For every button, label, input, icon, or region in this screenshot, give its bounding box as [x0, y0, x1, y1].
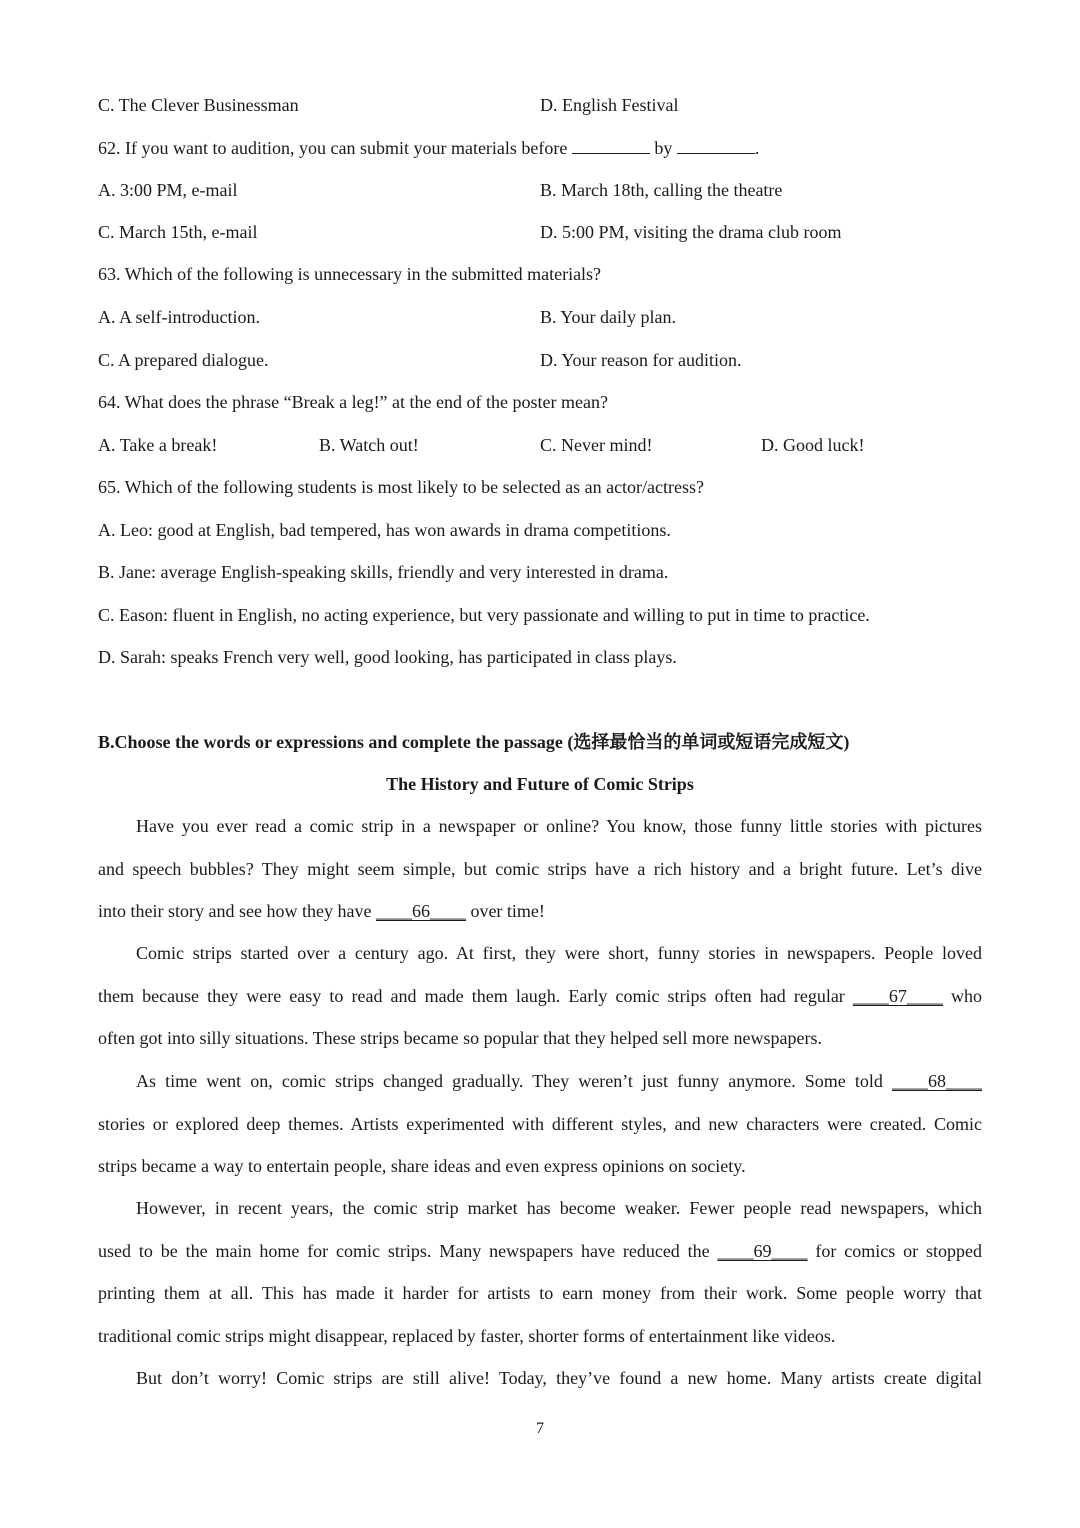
blank-68: ____68____ [892, 1071, 983, 1091]
q63-option-b: B. Your daily plan. [540, 307, 677, 327]
q64-option-d: D. Good luck! [761, 435, 865, 455]
q61-options-row [98, 93, 982, 117]
q64-option-a: A. Take a break! [98, 435, 218, 455]
q62-options-row-1 [98, 178, 982, 202]
q63-stem: 63. Which of the following is unnecessary in the submitted materials? [98, 264, 602, 284]
p3-line-1 [98, 1060, 982, 1103]
p4-line-2-a: used to be the main home for comic strips. Many newspapers have reduced the [98, 1240, 710, 1261]
p4-line-1: However, in recent years, the comic strip market has become weaker. Fewer people read newspapers, which [136, 1198, 982, 1218]
p1-line-1: Have you ever read a comic strip in a newspaper or online? You know, those funny little stories with pictures [136, 816, 982, 836]
q62-option-d: D. 5:00 PM, visiting the drama club room [540, 222, 842, 242]
q64-option-b: B. Watch out! [319, 435, 419, 455]
p4-line-2-b: for comics or stopped [815, 1240, 983, 1261]
p1-line-3-b: over time! [470, 901, 545, 921]
p5-line-1: But don’t worry! Comic strips are still alive! Today, they’ve found a new home. Many artists create digital [136, 1368, 982, 1388]
q61-option-d: D. English Festival [540, 95, 679, 115]
p3-line-2: stories or explored deep themes. Artists experimented with different styles, and new characters were created. Comic [98, 1113, 982, 1134]
blank-67: ____67____ [852, 985, 943, 1006]
p4-line-3: printing them at all. This has made it harder for artists to earn money from their work. Some people worry that [98, 1283, 982, 1303]
passage-title: The History and Future of Comic Strips [386, 774, 694, 794]
q65-option-c: C. Eason: fluent in English, no acting experience, but very passionate and willing to put in time to practice. [98, 605, 870, 625]
p2-line-2-b: who [951, 985, 983, 1006]
passage-paragraph-5 [98, 1357, 982, 1400]
p2-line-1: Comic strips started over a century ago. At first, they were short, funny stories in newspapers. People loved [136, 943, 982, 963]
p3-line-1-a: As time went on, comic strips changed gradually. They weren’t just funny anymore. Some told [136, 1071, 883, 1091]
p1-line-3-a: into their story and see how they have [98, 901, 372, 921]
q62-stem-text-b: by [654, 138, 673, 158]
p1-line-3 [98, 890, 982, 933]
q62-blank-1 [572, 135, 650, 154]
q62-option-b: B. March 18th, calling the theatre [540, 180, 783, 200]
p2-line-2-a: them because they were easy to read and made them laugh. Early comic strips often had regular [98, 985, 845, 1006]
q62-stem-end: . [754, 138, 760, 158]
q63-option-a: A. A self-introduction. [98, 307, 260, 327]
p1-line-2: and speech bubbles? They might seem simple, but comic strips have a rich history and a bright future. Let’s dive [98, 858, 982, 879]
passage-paragraph-1 [98, 805, 982, 933]
blank-69: ____69____ [717, 1240, 808, 1261]
section-b-heading: B.Choose the words or expressions and complete the passage (选择最恰当的单词或短语完成短文) [98, 732, 850, 752]
q63-option-c: C. A prepared dialogue. [98, 350, 269, 370]
q62-stem-text-a: 62. If you want to audition, you can submit your materials before [98, 138, 568, 158]
q64-options-row [98, 433, 982, 457]
q64-stem: 64. What does the phrase “Break a leg!” at the end of the poster mean? [98, 392, 608, 412]
p3-line-3: strips became a way to entertain people, share ideas and even express opinions on society. [98, 1156, 746, 1176]
q62-option-c: C. March 15th, e-mail [98, 222, 258, 242]
q62-stem [98, 135, 759, 160]
q64-option-c: C. Never mind! [540, 435, 653, 455]
q65-stem: 65. Which of the following students is most likely to be selected as an actor/actress? [98, 477, 705, 497]
blank-66: ____66____ [375, 901, 466, 921]
q65-option-d: D. Sarah: speaks French very well, good looking, has participated in class plays. [98, 647, 677, 667]
p4-line-2 [98, 1230, 982, 1273]
q63-option-d: D. Your reason for audition. [540, 350, 742, 370]
q61-option-c: C. The Clever Businessman [98, 95, 299, 115]
passage-paragraph-2 [98, 932, 982, 1060]
passage-paragraph-3 [98, 1060, 982, 1188]
page-number: 7 [536, 1420, 544, 1437]
q65-option-a: A. Leo: good at English, bad tempered, has won awards in drama competitions. [98, 520, 671, 540]
q62-options-row-2 [98, 220, 982, 244]
passage-paragraph-4 [98, 1187, 982, 1357]
q62-option-a: A. 3:00 PM, e-mail [98, 180, 238, 200]
p2-line-2 [98, 975, 982, 1018]
p2-line-3: often got into silly situations. These strips became so popular that they helped sell more newspapers. [98, 1028, 823, 1048]
q65-option-b: B. Jane: average English-speaking skills, friendly and very interested in drama. [98, 562, 669, 582]
q63-options-row-2 [98, 348, 982, 372]
q63-options-row-1 [98, 305, 982, 329]
p4-line-4: traditional comic strips might disappear, replaced by faster, shorter forms of entertainment like videos. [98, 1325, 836, 1346]
q62-blank-2 [677, 135, 755, 154]
